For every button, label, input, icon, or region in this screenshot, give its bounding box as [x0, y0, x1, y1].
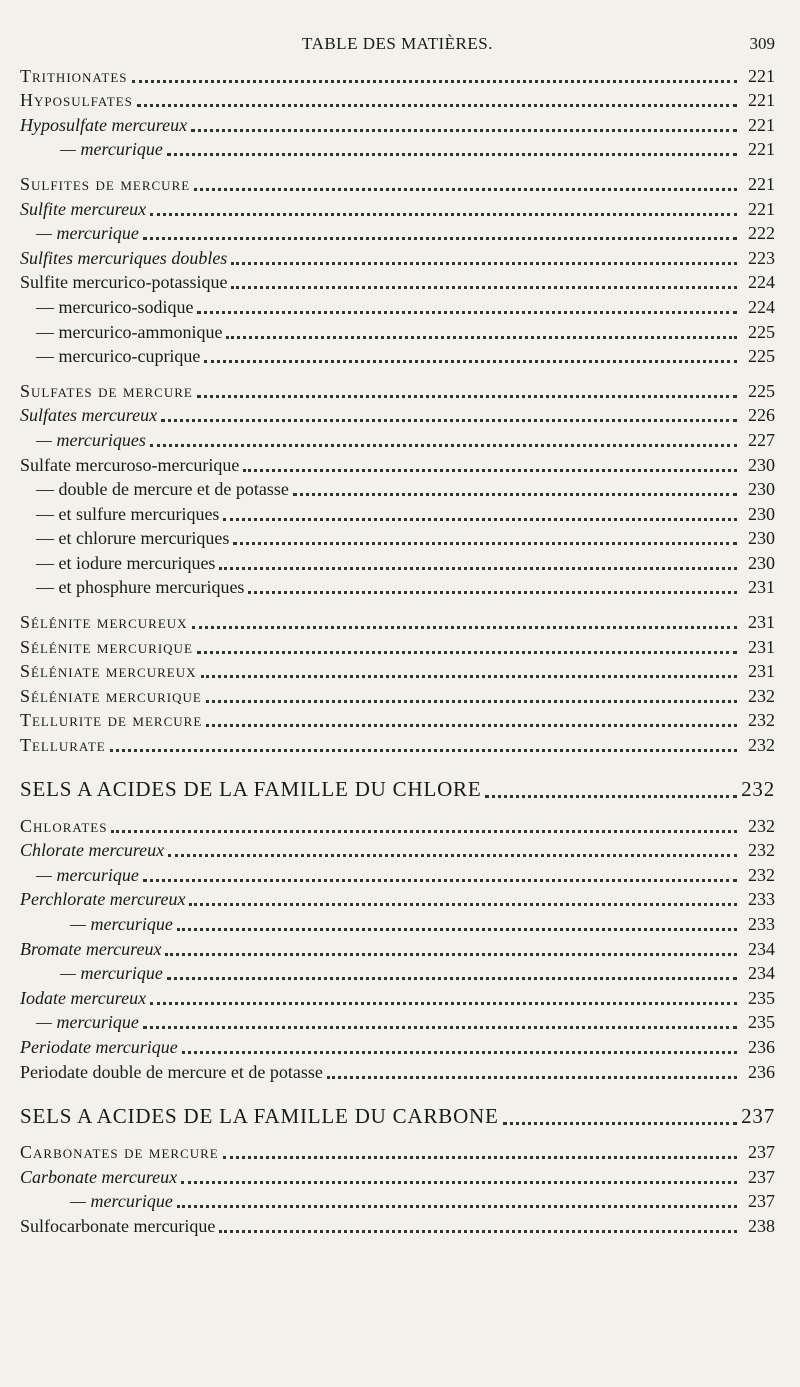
toc-entry — [20, 984, 775, 1009]
dot-leader — [233, 541, 737, 545]
toc-entry — [20, 195, 775, 220]
toc-entry — [20, 910, 775, 935]
toc-entry-label: — double de mercure et de potasse — [36, 479, 289, 500]
dot-leader — [194, 187, 737, 191]
toc-entry-page: 221 — [748, 173, 775, 194]
toc-entry-label: Bromate mercureux — [20, 938, 162, 959]
toc-entry — [20, 136, 775, 161]
toc-entry-page: 221 — [748, 65, 775, 86]
toc-entry — [20, 812, 775, 837]
toc-entry — [20, 170, 775, 195]
toc-entry-page: 234 — [748, 938, 775, 959]
toc-entry — [20, 343, 775, 368]
toc-entry-page: 237 — [748, 1142, 775, 1163]
toc-entry-label: Tellurite de mercure — [20, 710, 203, 731]
dot-leader — [197, 650, 737, 654]
page-header — [20, 34, 775, 56]
toc-entry-label: Sulfates mercureux — [20, 405, 158, 426]
toc-entry-page: 235 — [748, 1012, 775, 1033]
toc-entry — [20, 62, 775, 87]
toc-entry — [20, 633, 775, 658]
toc-entry — [20, 837, 775, 862]
toc-entry-page: 238 — [748, 1215, 775, 1236]
section-heading-label: SELS A ACIDES DE LA FAMILLE DU CARBONE — [20, 1103, 499, 1128]
toc-entry-page: 224 — [748, 272, 775, 293]
toc-entry-page: 225 — [748, 321, 775, 342]
toc-entry — [20, 861, 775, 886]
toc-entry-label: Sulfites de mercure — [20, 173, 191, 194]
toc-entry-label: Carbonate mercureux — [20, 1166, 178, 1187]
dot-leader — [167, 976, 737, 980]
toc-entry-page: 231 — [748, 661, 775, 682]
toc-entry-page: 237 — [748, 1191, 775, 1212]
dot-leader — [231, 285, 737, 289]
dot-leader — [110, 748, 737, 752]
toc-entry-label: Hyposulfates — [20, 90, 133, 111]
toc-entry — [20, 377, 775, 402]
dot-leader — [219, 566, 737, 570]
dot-leader — [143, 878, 737, 882]
dot-leader — [191, 128, 737, 132]
toc-entry-label: Chlorate mercureux — [20, 840, 165, 861]
toc-entry — [20, 269, 775, 294]
toc-entry-label: Sulfite mercureux — [20, 198, 147, 219]
toc-entry — [20, 731, 775, 756]
toc-entry-label: Sulfite mercurico-potassique — [20, 272, 228, 293]
toc-entry — [20, 500, 775, 525]
toc-entry-label: Trithionates — [20, 65, 128, 86]
toc-entry — [20, 426, 775, 451]
toc-entry — [20, 1212, 775, 1237]
dot-leader — [181, 1180, 737, 1184]
toc-entry — [20, 682, 775, 707]
toc-entry — [20, 1009, 775, 1034]
toc-entry-page: 232 — [748, 840, 775, 861]
toc-entry-page: 237 — [741, 1103, 775, 1128]
toc-entry-page: 221 — [748, 139, 775, 160]
dot-leader — [137, 103, 737, 107]
toc-entry-page: 225 — [748, 346, 775, 367]
toc-entry — [20, 1058, 775, 1083]
toc-entry — [20, 658, 775, 683]
toc-entry-label: — mercurique — [36, 223, 139, 244]
dot-leader — [206, 699, 737, 703]
toc-entry-label: — mercurico-sodique — [36, 296, 194, 317]
toc-entry-label: Sélénite mercureux — [20, 612, 188, 633]
toc-entry-label: Periodate double de mercure et de potasse — [20, 1061, 323, 1082]
toc-entry — [20, 111, 775, 136]
toc-entry — [20, 293, 775, 318]
dot-leader — [182, 1050, 737, 1054]
dot-leader — [231, 261, 737, 265]
toc-entry-page: 233 — [748, 889, 775, 910]
toc-entry-page: 227 — [748, 429, 775, 450]
toc-entry — [20, 886, 775, 911]
toc-entry — [20, 549, 775, 574]
toc-entry-label: Séléniate mercurique — [20, 685, 202, 706]
toc-entry-label: — mercurique — [60, 139, 163, 160]
dot-leader — [223, 1155, 737, 1159]
toc-entry-page: 225 — [748, 380, 775, 401]
toc-entry — [20, 707, 775, 732]
toc-entry-page: 234 — [748, 963, 775, 984]
dot-leader — [132, 79, 738, 83]
toc-entry-label: — mercuriques — [36, 429, 146, 450]
dot-leader — [192, 625, 737, 629]
toc-entry — [20, 244, 775, 269]
dot-leader — [161, 418, 737, 422]
toc-entry-page: 232 — [748, 815, 775, 836]
toc-entry-page: 231 — [748, 636, 775, 657]
toc-entry-label: Sulfates de mercure — [20, 380, 193, 401]
toc-entry-label: — et phosphure mercuriques — [36, 577, 245, 598]
toc-entry-page: 226 — [748, 405, 775, 426]
dot-leader — [150, 443, 737, 447]
toc-entry-label: Chlorates — [20, 815, 108, 836]
toc-entry-label: Perchlorate mercureux — [20, 889, 186, 910]
page-title: TABLE DES MATIÈRES. — [302, 34, 493, 53]
dot-leader — [177, 1204, 737, 1208]
toc-entry-label: Hyposulfate mercureux — [20, 114, 188, 135]
toc-entry-label: — mercurique — [36, 864, 139, 885]
page-number: 309 — [749, 34, 775, 53]
dot-leader — [197, 394, 737, 398]
dot-leader — [226, 335, 737, 339]
toc-entry-page: 222 — [748, 223, 775, 244]
dot-leader — [143, 1025, 737, 1029]
dot-leader — [150, 1001, 737, 1005]
toc-entry — [20, 451, 775, 476]
toc-entry-label: Carbonates de mercure — [20, 1142, 219, 1163]
dot-leader — [165, 952, 737, 956]
dot-leader — [197, 310, 737, 314]
toc-entry-label: Iodate mercureux — [20, 987, 147, 1008]
dot-leader — [219, 1229, 737, 1233]
toc-entry-page: 230 — [748, 454, 775, 475]
toc-entry — [20, 960, 775, 985]
toc-entry-page: 232 — [748, 685, 775, 706]
dot-leader — [143, 236, 737, 240]
dot-leader — [243, 468, 737, 472]
toc-entry-label: — mercurique — [70, 1191, 173, 1212]
toc-entry — [20, 1188, 775, 1213]
toc-entry-page: 221 — [748, 198, 775, 219]
section-heading-label: SELS A ACIDES DE LA FAMILLE DU CHLORE — [20, 777, 482, 802]
toc-section-heading — [20, 1099, 775, 1129]
toc-entry — [20, 220, 775, 245]
toc-entry-label: — mercurique — [36, 1012, 139, 1033]
toc-entry — [20, 476, 775, 501]
toc-entry — [20, 935, 775, 960]
toc-entry-label: — mercurico-cuprique — [36, 346, 201, 367]
toc-entry-page: 224 — [748, 296, 775, 317]
toc-entry-page: 237 — [748, 1166, 775, 1187]
dot-leader — [293, 492, 737, 496]
toc-entry-label: Tellurate — [20, 735, 106, 756]
dot-leader — [111, 829, 737, 833]
toc-entry-page: 236 — [748, 1036, 775, 1057]
toc-entry-label: — mercurique — [60, 963, 163, 984]
dot-leader — [150, 212, 737, 216]
dot-leader — [206, 723, 737, 727]
toc-entry-page: 230 — [748, 528, 775, 549]
dot-leader — [485, 794, 737, 798]
table-of-contents — [20, 62, 775, 1237]
toc-entry-label: — mercurique — [70, 914, 173, 934]
toc-entry-label: — mercurico-ammonique — [36, 321, 223, 342]
toc-entry-label: — et iodure mercuriques — [36, 552, 216, 573]
dot-leader — [204, 359, 737, 363]
toc-entry-label: — et chlorure mercuriques — [36, 528, 230, 549]
dot-leader — [177, 927, 737, 931]
dot-leader — [327, 1075, 737, 1079]
toc-entry-page: 236 — [748, 1061, 775, 1082]
toc-entry-page: 231 — [748, 612, 775, 633]
toc-entry-page: 221 — [748, 114, 775, 135]
dot-leader — [201, 674, 738, 678]
toc-entry-page: 221 — [748, 90, 775, 111]
dot-leader — [168, 853, 737, 857]
toc-entry-page: 232 — [741, 777, 775, 802]
dot-leader — [223, 517, 737, 521]
toc-section-heading — [20, 772, 775, 802]
toc-entry-page: 232 — [748, 735, 775, 756]
toc-entry-label: — et sulfure mercuriques — [36, 503, 220, 524]
toc-entry — [20, 525, 775, 550]
toc-entry — [20, 574, 775, 599]
toc-entry-page: 223 — [748, 247, 775, 268]
toc-entry — [20, 608, 775, 633]
toc-entry-label: Periodate mercurique — [20, 1036, 178, 1057]
toc-entry-label: Sulfocarbonate mercurique — [20, 1215, 216, 1236]
toc-entry — [20, 1139, 775, 1164]
dot-leader — [167, 152, 737, 156]
toc-entry-page: 235 — [748, 987, 775, 1008]
toc-entry-label: Sulfate mercuroso-mercurique — [20, 454, 240, 475]
toc-entry-label: Sélénite mercurique — [20, 636, 193, 657]
toc-entry-label: Séléniate mercureux — [20, 661, 197, 682]
dot-leader — [248, 590, 737, 594]
dot-leader — [189, 902, 737, 906]
toc-entry-page: 230 — [748, 552, 775, 573]
toc-entry-page: 232 — [748, 710, 775, 731]
toc-entry-label: Sulfites mercuriques doubles — [20, 247, 228, 268]
toc-entry — [20, 1033, 775, 1058]
toc-entry-page: 232 — [748, 864, 775, 885]
toc-entry — [20, 87, 775, 112]
toc-entry — [20, 318, 775, 343]
dot-leader — [503, 1121, 737, 1125]
toc-entry-page: 233 — [748, 914, 775, 934]
toc-entry — [20, 402, 775, 427]
toc-entry-page: 230 — [748, 479, 775, 500]
toc-entry-page: 231 — [748, 577, 775, 598]
toc-entry-page: 230 — [748, 503, 775, 524]
toc-entry — [20, 1163, 775, 1188]
